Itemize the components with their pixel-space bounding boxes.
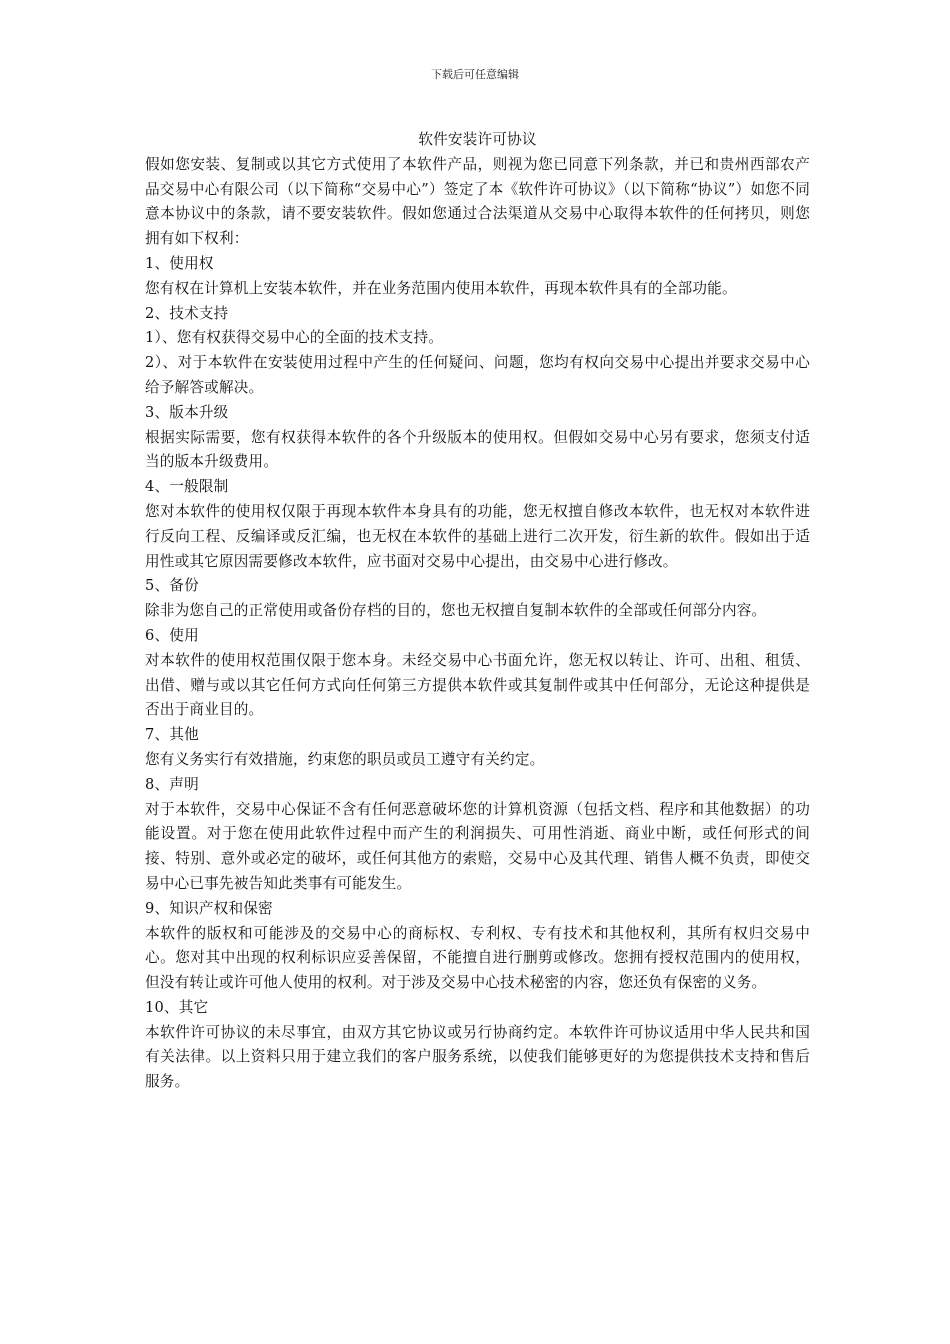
section-paragraph: 您对本软件的使用权仅限于再现本软件本身具有的功能，您无权擅自修改本软件，也无权对本软件进行反向工程、反编译或反汇编，也无权在本软件的基础上进行二次开发，衍生新的软件。假如出于适用性或其它原因需要修改本软件，应书面对交易中心提出，由交易中心进行修改。 xyxy=(145,502,810,570)
section-heading-other: 7、其他 xyxy=(145,726,199,744)
section-paragraph: 2）、对于本软件在安装使用过程中产生的任何疑问、问题，您均有权向交易中心提出并要求交易中心给予解答或解决。 xyxy=(145,354,810,396)
section-heading-tech-support: 2、技术支持 xyxy=(145,304,229,322)
section-paragraph: 对于本软件，交易中心保证不含有任何恶意破坏您的计算机资源（包括文档、程序和其他数据）的功能设置。对于您在使用此软件过程中而产生的利润损失、可用性消逝、商业中断，或任何形式的间接、特别、意外或必定的破坏，或任何其他方的索赔，交易中心及其代理、销售人概不负责，即使交易中心已事先被告知此类事有可能发生。 xyxy=(145,800,810,892)
section-heading-general-limits: 4、一般限制 xyxy=(145,478,229,496)
document-body xyxy=(145,128,810,1095)
intro-paragraph: 假如您安装、复制或以其它方式使用了本软件产品，则视为您已同意下列条款，并已和贵州西部农产品交易中心有限公司（以下简称“交易中心”）签定了本《软件许可协议》（以下简称“协议”）如您不同意本协议中的条款，请不要安装软件。假如您通过合法渠道从交易中心取得本软件的任何拷贝，则您拥有如下权利： xyxy=(145,155,810,248)
section-paragraph: 本软件的版权和可能涉及的交易中心的商标权、专利权、专有技术和其他权利，其所有权归交易中心。您对其中出现的权利标识应妥善保留，不能擅自进行删剪或修改。您拥有授权范围内的使用权，但没有转让或许可他人使用的权利。对于涉及交易中心技术秘密的内容，您还负有保密的义务。 xyxy=(145,924,810,992)
section-paragraph: 本软件许可协议的未尽事宜，由双方其它协议或另行协商约定。本软件许可协议适用中华人民共和国有关法律。以上资料只用于建立我们的客户服务系统，以使我们能够更好的为您提供技术支持和售后服务。 xyxy=(145,1023,810,1091)
section-paragraph: 根据实际需要，您有权获得本软件的各个升级版本的使用权。但假如交易中心另有要求，您须支付适当的版本升级费用。 xyxy=(145,428,810,471)
section-paragraph: 您有权在计算机上安装本软件，并在业务范围内使用本软件，再现本软件具有的全部功能。 xyxy=(145,279,737,297)
section-heading-statement: 8、声明 xyxy=(145,775,199,793)
section-heading-ip-confidentiality: 9、知识产权和保密 xyxy=(145,899,273,917)
header-note: 下载后可任意编辑 xyxy=(431,68,519,81)
section-heading-backup: 5、备份 xyxy=(145,577,199,595)
section-paragraph: 对本软件的使用权范围仅限于您本身。未经交易中心书面允许，您无权以转让、许可、出租、租赁、出借、赠与或以其它任何方式向任何第三方提供本软件或其复制件或其中任何部分，无论这种提供是否出于商业目的。 xyxy=(145,651,810,719)
section-paragraph: 除非为您自己的正常使用或备份存档的目的，您也无权擅自复制本软件的全部或任何部分内容。 xyxy=(145,602,767,620)
section-heading-misc: 10、其它 xyxy=(145,998,209,1016)
section-paragraph: 1）、您有权获得交易中心的全面的技术支持。 xyxy=(145,329,444,347)
section-heading-usage-right: 1、使用权 xyxy=(145,254,214,272)
section-heading-use: 6、使用 xyxy=(145,626,199,644)
section-heading-version-upgrade: 3、版本升级 xyxy=(145,403,229,421)
section-paragraph: 您有义务实行有效措施，约束您的职员或员工遵守有关约定。 xyxy=(145,750,545,768)
document-title: 软件安装许可协议 xyxy=(418,131,537,148)
